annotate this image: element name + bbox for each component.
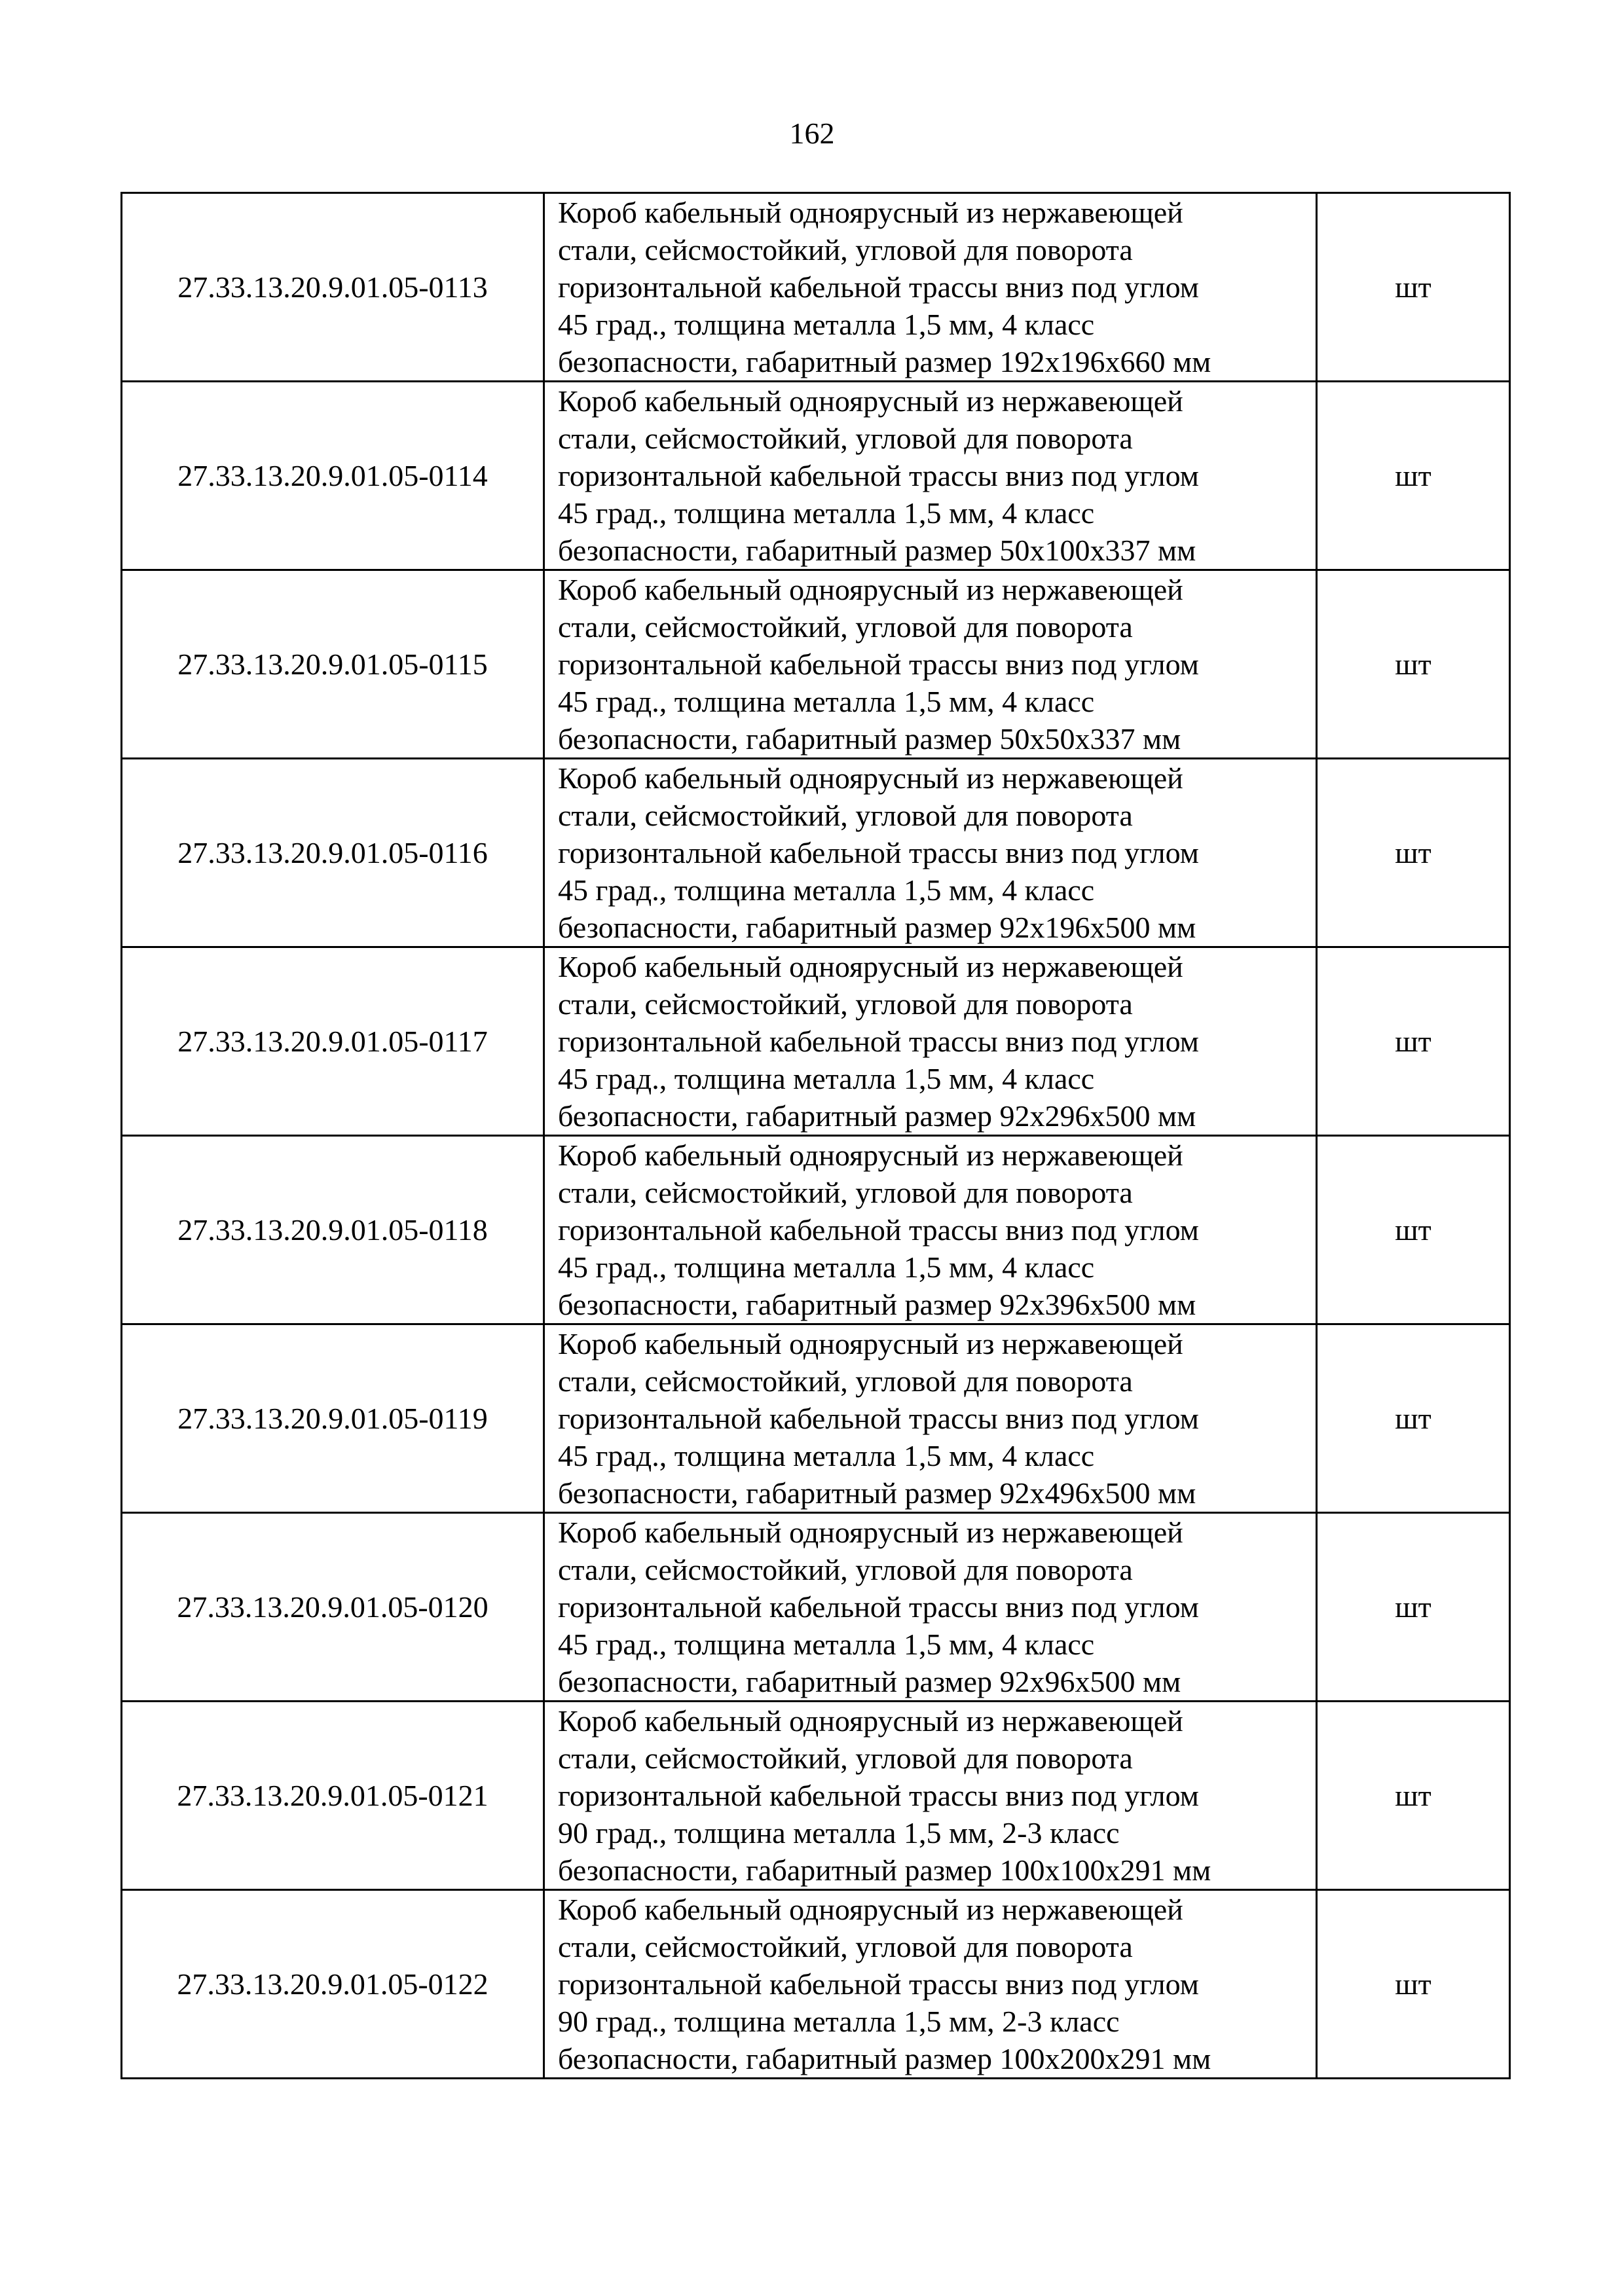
unit-cell: шт [1317, 1702, 1510, 1890]
table-row [122, 1890, 1510, 2079]
resource-description-cell [544, 382, 1317, 570]
resource-description-cell [544, 1513, 1317, 1702]
description-line: безопасности, габаритный размер 92х496х500 мм [558, 1476, 1196, 1510]
resource-code-cell: 27.33.13.20.9.01.05-0120 [122, 1513, 544, 1702]
unit-cell: шт [1317, 759, 1510, 947]
description-line: горизонтальной кабельной трассы вниз под углом [558, 1779, 1199, 1812]
table-row [122, 1136, 1510, 1324]
description-line: горизонтальной кабельной трассы вниз под углом [558, 1967, 1199, 2001]
unit-cell: шт [1317, 1513, 1510, 1702]
description-line: горизонтальной кабельной трассы вниз под углом [558, 647, 1199, 681]
description-line: безопасности, габаритный размер 92х196х500 мм [558, 911, 1196, 944]
table-row [122, 759, 1510, 947]
table-row [122, 570, 1510, 759]
description-line: Короб кабельный одноярусный из нержавеющей [558, 950, 1183, 983]
resource-code-cell: 27.33.13.20.9.01.05-0117 [122, 947, 544, 1136]
description-line: 45 град., толщина металла 1,5 мм, 4 класс [558, 1250, 1095, 1284]
description-line: 45 град., толщина металла 1,5 мм, 4 класс [558, 496, 1095, 530]
table-body [122, 193, 1510, 2079]
resource-description-cell [544, 1702, 1317, 1890]
description-line: стали, сейсмостойкий, угловой для поворота [558, 233, 1133, 266]
description-line: Короб кабельный одноярусный из нержавеющей [558, 384, 1183, 418]
description-line: 45 град., толщина металла 1,5 мм, 4 класс [558, 308, 1095, 341]
table-row [122, 382, 1510, 570]
description-line: стали, сейсмостойкий, угловой для поворота [558, 422, 1133, 455]
description-line: 45 град., толщина металла 1,5 мм, 4 класс [558, 1439, 1095, 1472]
unit-cell: шт [1317, 1136, 1510, 1324]
description-line: горизонтальной кабельной трассы вниз под углом [558, 1402, 1199, 1435]
description-line: безопасности, габаритный размер 92х296х500 мм [558, 1099, 1196, 1133]
table-row [122, 1324, 1510, 1513]
resource-description-cell [544, 193, 1317, 382]
description-line: Короб кабельный одноярусный из нержавеющей [558, 573, 1183, 606]
resource-code-cell: 27.33.13.20.9.01.05-0121 [122, 1702, 544, 1890]
resource-code-cell: 27.33.13.20.9.01.05-0122 [122, 1890, 544, 2079]
description-line: 45 град., толщина металла 1,5 мм, 4 класс [558, 685, 1095, 718]
page-number: 162 [789, 117, 835, 150]
description-line: Короб кабельный одноярусный из нержавеющей [558, 761, 1183, 795]
table-row [122, 1513, 1510, 1702]
description-line: стали, сейсмостойкий, угловой для поворота [558, 1176, 1133, 1209]
description-line: Короб кабельный одноярусный из нержавеющей [558, 1327, 1183, 1360]
resource-code-cell: 27.33.13.20.9.01.05-0116 [122, 759, 544, 947]
description-line: безопасности, габаритный размер 92х396х500 мм [558, 1288, 1196, 1321]
description-line: стали, сейсмостойкий, угловой для поворота [558, 1930, 1133, 1963]
description-line: стали, сейсмостойкий, угловой для поворота [558, 1741, 1133, 1775]
description-line: безопасности, габаритный размер 100х100х291 мм [558, 1853, 1211, 1887]
description-line: безопасности, габаритный размер 50х100х337 мм [558, 534, 1196, 567]
description-line: горизонтальной кабельной трассы вниз под углом [558, 1590, 1199, 1624]
description-line: Короб кабельный одноярусный из нержавеющей [558, 1516, 1183, 1549]
description-line: 45 град., толщина металла 1,5 мм, 4 класс [558, 873, 1095, 907]
resource-description-cell [544, 947, 1317, 1136]
description-line: 45 град., толщина металла 1,5 мм, 4 класс [558, 1628, 1095, 1661]
unit-cell: шт [1317, 1890, 1510, 2079]
description-line: стали, сейсмостойкий, угловой для поворота [558, 610, 1133, 644]
description-line: Короб кабельный одноярусный из нержавеющей [558, 1704, 1183, 1738]
description-line: горизонтальной кабельной трассы вниз под углом [558, 270, 1199, 304]
description-line: 90 град., толщина металла 1,5 мм, 2-3 класс [558, 2005, 1120, 2038]
description-line: 45 град., толщина металла 1,5 мм, 4 класс [558, 1062, 1095, 1095]
resource-description-cell [544, 759, 1317, 947]
unit-cell: шт [1317, 947, 1510, 1136]
description-line: стали, сейсмостойкий, угловой для поворота [558, 987, 1133, 1021]
description-line: безопасности, габаритный размер 92х96х500 мм [558, 1665, 1181, 1698]
description-line: стали, сейсмостойкий, угловой для поворота [558, 1364, 1133, 1398]
description-line: горизонтальной кабельной трассы вниз под углом [558, 459, 1199, 492]
description-line: безопасности, габаритный размер 192х196х660 мм [558, 345, 1211, 378]
description-line: стали, сейсмостойкий, угловой для поворота [558, 799, 1133, 832]
table-row [122, 1702, 1510, 1890]
description-line: безопасности, габаритный размер 100х200х291 мм [558, 2042, 1211, 2075]
description-line: Короб кабельный одноярусный из нержавеющей [558, 1893, 1183, 1926]
description-line: горизонтальной кабельной трассы вниз под углом [558, 836, 1199, 869]
unit-cell: шт [1317, 1324, 1510, 1513]
resource-description-cell [544, 1136, 1317, 1324]
description-line: Короб кабельный одноярусный из нержавеющей [558, 1139, 1183, 1172]
resource-code-cell: 27.33.13.20.9.01.05-0118 [122, 1136, 544, 1324]
resource-table [120, 192, 1511, 2079]
description-line: горизонтальной кабельной трассы вниз под углом [558, 1213, 1199, 1247]
resource-code-cell: 27.33.13.20.9.01.05-0114 [122, 382, 544, 570]
description-line: 90 град., толщина металла 1,5 мм, 2-3 класс [558, 1816, 1120, 1850]
description-line: безопасности, габаритный размер 50х50х337 мм [558, 722, 1181, 756]
resource-description-cell [544, 1324, 1317, 1513]
unit-cell: шт [1317, 570, 1510, 759]
table-row [122, 947, 1510, 1136]
resource-code-cell: 27.33.13.20.9.01.05-0113 [122, 193, 544, 382]
unit-cell: шт [1317, 382, 1510, 570]
resource-description-cell [544, 1890, 1317, 2079]
resource-description-cell [544, 570, 1317, 759]
unit-cell: шт [1317, 193, 1510, 382]
resource-code-cell: 27.33.13.20.9.01.05-0119 [122, 1324, 544, 1513]
resource-code-cell: 27.33.13.20.9.01.05-0115 [122, 570, 544, 759]
description-line: горизонтальной кабельной трассы вниз под углом [558, 1025, 1199, 1058]
table-row [122, 193, 1510, 382]
description-line: Короб кабельный одноярусный из нержавеющей [558, 196, 1183, 229]
description-line: стали, сейсмостойкий, угловой для поворота [558, 1553, 1133, 1586]
